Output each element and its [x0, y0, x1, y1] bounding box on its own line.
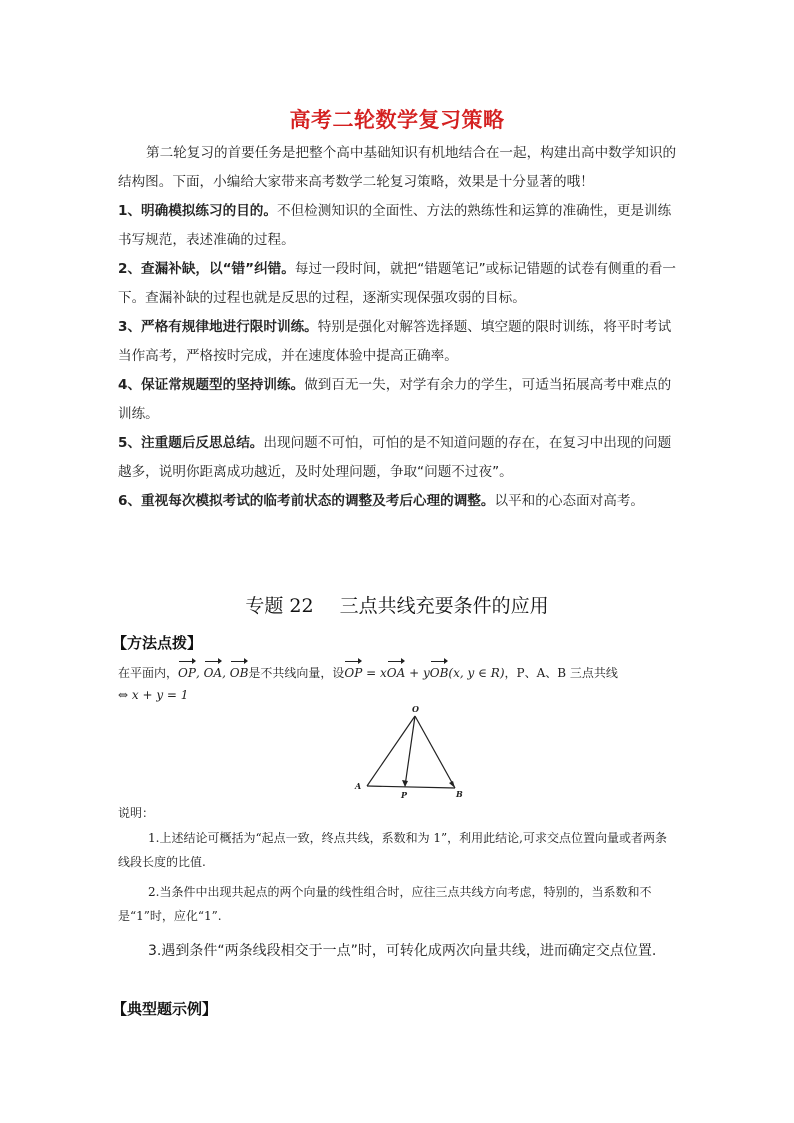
label-b: B — [456, 789, 463, 799]
strategy-item-6 — [118, 487, 678, 516]
vector-oa: OA — [204, 662, 223, 684]
strategy-item-2 — [118, 255, 678, 313]
label-a: A — [355, 781, 362, 791]
strategy-item-1-heading: 1、明确模拟练习的目的。 — [118, 203, 277, 219]
topic-title — [0, 591, 794, 618]
vector-op: OP — [178, 662, 196, 684]
line-op — [405, 716, 415, 786]
collinear-points-diagram — [345, 704, 475, 804]
triangle-lines — [367, 716, 455, 788]
statement-mid: 是不共线向量，设 — [248, 666, 345, 680]
note-1: 1.上述结论可概括为“起点一致，终点共线，系数和为 1”，利用此结论,可求交点位置向量或者两条线段长度的比值. — [118, 831, 667, 869]
strategy-item-3-heading: 3、严格有规律地进行限时训练。 — [118, 319, 318, 335]
strategy-item-5-heading: 5、注重题后反思总结。 — [118, 435, 264, 451]
label-o: O — [412, 704, 419, 714]
topic-number: 专题 22 — [245, 595, 314, 617]
equation-oa-vector: OA — [387, 662, 406, 684]
strategy-item-3-text: 特别是强化对解答选择题、填空题的限时训练，将平时考试当作高考，严格按时完成，并在速度体验中提高正确率。 — [118, 319, 672, 364]
equation-ob-vector: OB — [430, 662, 449, 684]
line-ab — [367, 786, 455, 788]
strategy-item-3 — [118, 313, 678, 371]
strategy-item-6-text: 以平和的心态面对高考。 — [494, 493, 645, 509]
equation-lhs-vector: OP — [344, 662, 362, 684]
strategy-item-1-text: 不但检测知识的全面性、方法的熟练性和运算的准确性，更是训练书写规范，表述准确的过程。 — [118, 203, 672, 248]
strategy-item-5 — [118, 429, 678, 487]
equation-mid-1: = x — [362, 666, 387, 680]
examples-heading: 【典型题示例】 — [112, 1000, 218, 1018]
strategy-item-1 — [118, 197, 678, 255]
arrow-head-p — [402, 780, 408, 787]
note-label: 说明： — [118, 806, 155, 820]
equivalence-condition: ⇔ x + y = 1 — [118, 688, 189, 702]
equation-mid-2: + y — [405, 666, 430, 680]
note-3: 3.遇到条件“两条线段相交于一点”时，可转化成两次向量共线，进而确定交点位置. — [148, 943, 657, 959]
equation-tail: (x, y ∈ R) — [448, 666, 505, 680]
method-heading: 【方法点拨】 — [112, 634, 203, 652]
topic-name: 三点共线充要条件的应用 — [339, 595, 549, 617]
intro-paragraph: 第二轮复习的首要任务是把整个高中基础知识有机地结合在一起，构建出高中数学知识的结构图。下面，小编给大家带来高考数学二轮复习策略，效果是十分显著的哦！ — [118, 145, 677, 190]
strategy-item-4 — [118, 371, 678, 429]
theorem-statement: 在平面内，OP, OA, OB是不共线向量，设OP = xOA + yOB(x, y ∈ R)，P、A、B 三点共线 — [118, 662, 698, 684]
vector-ob: OB — [230, 662, 249, 684]
document-title: 高考二轮数学复习策略 — [289, 108, 505, 132]
strategy-item-2-text: 每过一段时间，就把“错题笔记”或标记错题的试卷有侧重的看一下。查漏补缺的过程也就是反思的过程，逐渐实现保强攻弱的目标。 — [118, 261, 676, 306]
strategy-item-4-text: 做到百无一失，对学有余力的学生，可适当拓展高考中难点的训练。 — [118, 377, 672, 422]
arrow-head-b — [449, 781, 455, 788]
strategy-item-4-heading: 4、保证常规题型的坚持训练。 — [118, 377, 305, 393]
line-oa — [367, 716, 415, 786]
label-p: P — [401, 790, 408, 800]
statement-prefix: 在平面内， — [118, 666, 179, 680]
note-2: 2.当条件中出现共起点的两个向量的线性组合时，应往三点共线方向考虑，特别的，当系数和不是“1”时，应化“1”. — [118, 885, 652, 923]
strategy-item-5-text: 出现问题不可怕，可怕的是不知道问题的存在，在复习中出现的问题越多，说明你距离成功越近，及时处理问题，争取“问题不过夜”。 — [118, 435, 672, 480]
strategy-item-6-heading: 6、重视每次模拟考试的临考前状态的调整及考后心理的调整。 — [118, 493, 495, 509]
line-ob — [415, 716, 455, 788]
statement-suffix: ，P、A、B 三点共线 — [504, 666, 618, 680]
strategy-item-2-heading: 2、查漏补缺，以“错”纠错。 — [118, 261, 295, 277]
